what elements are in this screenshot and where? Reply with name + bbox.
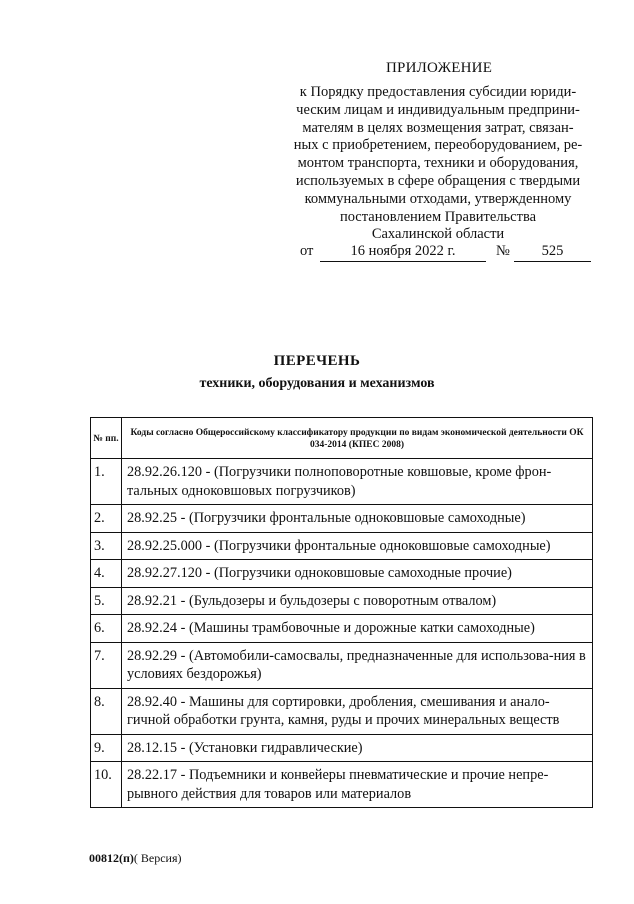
header-codes: Коды согласно Общероссийскому классификатору продукции по видам экономической деятельности ОК 034-2014 (КПЕС 2008) — [122, 418, 593, 459]
appendix-line: мателям в целях возмещения затрат, связан- — [302, 119, 574, 136]
row-number: 1. — [91, 459, 122, 505]
list-title: ПЕРЕЧЕНЬ — [273, 353, 361, 369]
table-row — [91, 459, 593, 505]
table-row — [91, 560, 593, 588]
row-number: 3. — [91, 532, 122, 560]
appendix-line: монтом транспорта, техники и оборудования, — [297, 155, 579, 172]
table-row — [91, 505, 593, 533]
row-text: 28.92.24 - (Машины трамбовочные и дорожные катки самоходные) — [122, 615, 593, 643]
row-text: 28.92.29 - (Автомобили-самосвалы, предназначенные для использова-ния в условиях бездорожья) — [122, 642, 593, 688]
row-number: 10. — [91, 762, 122, 808]
row-text: 28.92.26.120 - (Погрузчики полноповоротные ковшовые, кроме фрон-тальных одноковшовых погрузчиков) — [122, 459, 593, 505]
row-number: 4. — [91, 560, 122, 588]
row-number: 5. — [91, 587, 122, 615]
appendix-line: ческим лицам и индивидуальным предприни- — [296, 101, 580, 118]
table-row — [91, 734, 593, 762]
number-sign: № — [496, 243, 510, 259]
row-number: 6. — [91, 615, 122, 643]
resolution-number: 525 — [514, 243, 591, 262]
date-prefix: от — [300, 243, 314, 259]
row-number: 8. — [91, 688, 122, 734]
resolution-date: 16 ноября 2022 г. — [320, 243, 486, 262]
appendix-title: ПРИЛОЖЕНИЕ — [386, 60, 493, 76]
appendix-line: используемых в сфере обращения с твердыми — [295, 172, 581, 189]
resolution-date-line — [300, 241, 600, 263]
row-text: 28.22.17 - Подъемники и конвейеры пневматические и прочие непре-рывного действия для товаров или материалов — [122, 762, 593, 808]
appendix-line: коммунальными отходами, утвержденному — [304, 190, 572, 207]
row-text: 28.92.25 - (Погрузчики фронтальные одноковшовые самоходные) — [122, 505, 593, 533]
appendix-description — [286, 84, 590, 244]
appendix-line: к Порядку предоставления субсидии юриди- — [299, 84, 577, 100]
table-header-row — [91, 418, 593, 459]
table-row — [91, 642, 593, 688]
footer-version: ( Версия) — [133, 851, 182, 865]
footer-code: 00812(п) — [89, 851, 134, 865]
appendix-line: Сахалинской области — [371, 226, 505, 243]
table-row — [91, 688, 593, 734]
table-row — [91, 532, 593, 560]
row-text: 28.92.27.120 - (Погрузчики одноковшовые самоходные прочие) — [122, 560, 593, 588]
document-footer — [89, 851, 182, 866]
table-row — [91, 587, 593, 615]
row-text: 28.12.15 - (Установки гидравлические) — [122, 734, 593, 762]
appendix-line: постановлением Правительства — [339, 208, 537, 225]
row-text: 28.92.21 - (Бульдозеры и бульдозеры с поворотным отвалом) — [122, 587, 593, 615]
row-number: 7. — [91, 642, 122, 688]
appendix-line: ных с приобретением, переоборудованием, ре- — [293, 137, 583, 154]
equipment-table — [90, 417, 593, 808]
row-number: 2. — [91, 505, 122, 533]
row-text: 28.92.40 - Машины для сортировки, дробления, смешивания и анало-гичной обработки грунта, камня, руды и прочих минеральных веществ — [122, 688, 593, 734]
list-subtitle: техники, оборудования и механизмов — [199, 376, 435, 391]
table-row — [91, 615, 593, 643]
table-row — [91, 762, 593, 808]
row-text: 28.92.25.000 - (Погрузчики фронтальные одноковшовые самоходные) — [122, 532, 593, 560]
row-number: 9. — [91, 734, 122, 762]
header-number: № пп. — [91, 418, 122, 459]
